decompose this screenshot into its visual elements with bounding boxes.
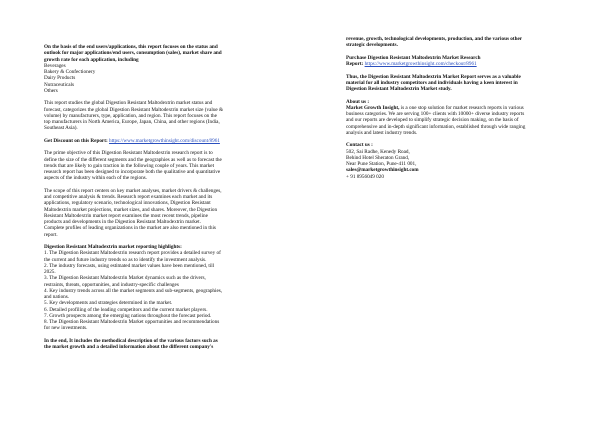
study-paragraph xyxy=(44,100,272,131)
prime-objective-paragraph xyxy=(44,150,272,181)
scope-line: products and developments in the Digestion Resistant Maltodextrin market. xyxy=(44,219,201,225)
highlights-heading: Digestion Resistant Maltodextrin market reporting highlights: xyxy=(44,244,182,250)
continuation-line: revenue, growth, technological developments, production, and the various other xyxy=(346,36,523,42)
highlight-line: restraints, threats, opportunities, and industry-specific challenges xyxy=(44,281,179,288)
prime-line: define the size of the different segments and the geographies as well as to forecast the xyxy=(44,156,222,163)
scope-line: report. xyxy=(44,231,58,238)
closing-line: the market growth and a detailed information about the different company's xyxy=(44,344,214,350)
highlight-line: for new investments. xyxy=(44,325,88,332)
application-item: Bakery & Confectionery xyxy=(44,69,96,75)
application-item: Nutraceuticals xyxy=(44,81,74,88)
highlight-line: 5. Key developments and strategies determined in the market. xyxy=(44,300,173,307)
purchase-block xyxy=(346,55,572,68)
highlight-line: 4. Key industry trends across all the market segments and sub-segments, geographies, xyxy=(44,287,223,294)
continuation-paragraph xyxy=(346,36,572,49)
scope-line: applications, regulatory scenario, technological innovations, Digestion Resistant xyxy=(44,200,211,207)
scope-line: Maltodextrin market projections, market sizes, and shares. Moreover, the Digestion xyxy=(44,206,218,213)
prime-line: trends that are likely to gain traction in the following couple of years. This market xyxy=(44,162,215,169)
about-line: comprehensive and in-depth significant information, established through wide ranging xyxy=(346,123,526,130)
purchase-prefix: Report: xyxy=(346,61,365,67)
purchase-label: Purchase Digestion Resistant Maltodextrin Market Research xyxy=(346,54,481,61)
highlight-line: 7. Growth prospects among the emerging nations throughout the forecast period. xyxy=(44,312,212,319)
contact-block xyxy=(346,149,572,180)
closing-paragraph xyxy=(44,338,272,351)
contact-phone: + 91 8956049 020 xyxy=(346,173,384,180)
highlight-line: the current and future industry trends so as to identify the investment analysis. xyxy=(44,256,207,263)
about-line: is a one stop solution for market research reports in various xyxy=(399,104,524,111)
right-page xyxy=(300,0,600,424)
about-line: business categories. We are serving 100+ clients with 10000+ diverse industry reports xyxy=(346,111,525,117)
scope-line: Complete profiles of leading organizations in the market are also mentioned in this xyxy=(44,225,216,232)
about-paragraph xyxy=(346,105,572,136)
contact-email[interactable]: sales@marketgrowthinsight.com xyxy=(346,167,419,174)
contact-heading: Contact us : xyxy=(346,142,373,149)
prime-line: aspects of the industry within each of the regions. xyxy=(44,175,148,182)
application-item: Others xyxy=(44,87,58,94)
about-line: and our reports are developed to simplify strategic decision making, on the basis of xyxy=(346,117,519,124)
prime-line: research report has been designed to incorporate both the qualitative and quantitative xyxy=(44,169,221,175)
applications-list xyxy=(44,63,272,94)
right-column xyxy=(346,36,572,180)
applications-heading-line: outlook for major applications/end users, consumption (sales), market share and xyxy=(44,50,222,57)
contact-address-line: Behind Hotel Sheraton Grand, xyxy=(346,154,410,161)
application-item: Dairy Products xyxy=(44,75,76,82)
applications-heading-line: growth rate for each application, including xyxy=(44,56,139,63)
discount-label: Get Discount on this Report: xyxy=(44,137,109,144)
scope-line: and competitive analysis & trends. Research report examines each market and its xyxy=(44,194,213,200)
about-line: analysis and latest industry trends. xyxy=(346,129,418,136)
highlight-line: 8. The Digestion Resistant Maltodextrin Market opportunities and recommendations xyxy=(44,319,220,325)
prime-line: The prime objective of this Digestion Resistant Maltodextrin research report is to xyxy=(44,150,213,157)
thus-line: material for all industry competitors and individuals having a keen interest in xyxy=(346,79,518,86)
scope-line: Resistant Maltodextrin market report examines the most recent trends, pipeline xyxy=(44,212,208,219)
applications-heading xyxy=(44,44,272,63)
about-heading: About us : xyxy=(346,98,370,105)
thus-paragraph xyxy=(346,74,572,93)
highlight-line: 3. The Digestion Resistant Maltodextrin Market dynamics such as the drivers, xyxy=(44,275,206,282)
application-item: Beverages xyxy=(44,62,66,69)
about-company: Market Growth Insight, xyxy=(346,104,400,111)
highlight-line: 2. The industry forecasts, using estimated market values have been mentioned, till xyxy=(44,262,215,269)
study-line: forecast, categorizes the global Digestion Resistant Maltodextrin market size (value & xyxy=(44,106,224,113)
closing-line: In the end, It includes the methodical description of the various factors such as xyxy=(44,337,218,344)
scope-line: The scope of this report centers on key market analyses, market drivers & challenges, xyxy=(44,187,222,194)
study-line: Southeast Asia). xyxy=(44,125,78,132)
highlight-line: 2025. xyxy=(44,269,56,275)
discount-link[interactable]: https://www.marketgrowthinsight.com/discount/8961 xyxy=(109,137,220,144)
highlight-line: 6. Detailed profiling of the leading competitors and the current market players. xyxy=(44,306,208,313)
contact-address-line: Near Pune Station, Pune-411 001, xyxy=(346,161,417,167)
left-column xyxy=(44,44,272,350)
study-line: top manufacturers in North America, Europe, Japan, China, and other regions (India, xyxy=(44,119,220,125)
continuation-line: strategic developments. xyxy=(346,42,398,49)
scope-paragraph xyxy=(44,188,272,238)
highlights-list xyxy=(44,250,272,331)
study-line: This report studies the global Digestion Resistant Maltodextrin market status and xyxy=(44,100,213,107)
applications-heading-line: On the basis of the end users/applications, this report focuses on the status and xyxy=(44,44,218,50)
highlight-line: and nations. xyxy=(44,294,70,300)
thus-line: Thus, the Digestion Resistant Maltodextrin Market Report serves as a valuable xyxy=(346,73,521,80)
purchase-link[interactable]: https://www.marketgrowthinsight.com/checkout/8961 xyxy=(364,61,477,67)
highlight-line: 1. The Digestion Resistant Maltodextrin research report provides a detailed survey of xyxy=(44,250,221,257)
study-line: volume) by manufacturers, type, application, and region. This report focuses on the xyxy=(44,112,217,119)
contact-address-line: 502, Sai Radhe, Kenedy Road, xyxy=(346,148,410,155)
thus-line: Digestion Resistant Maltodextrin Market study. xyxy=(346,86,452,92)
